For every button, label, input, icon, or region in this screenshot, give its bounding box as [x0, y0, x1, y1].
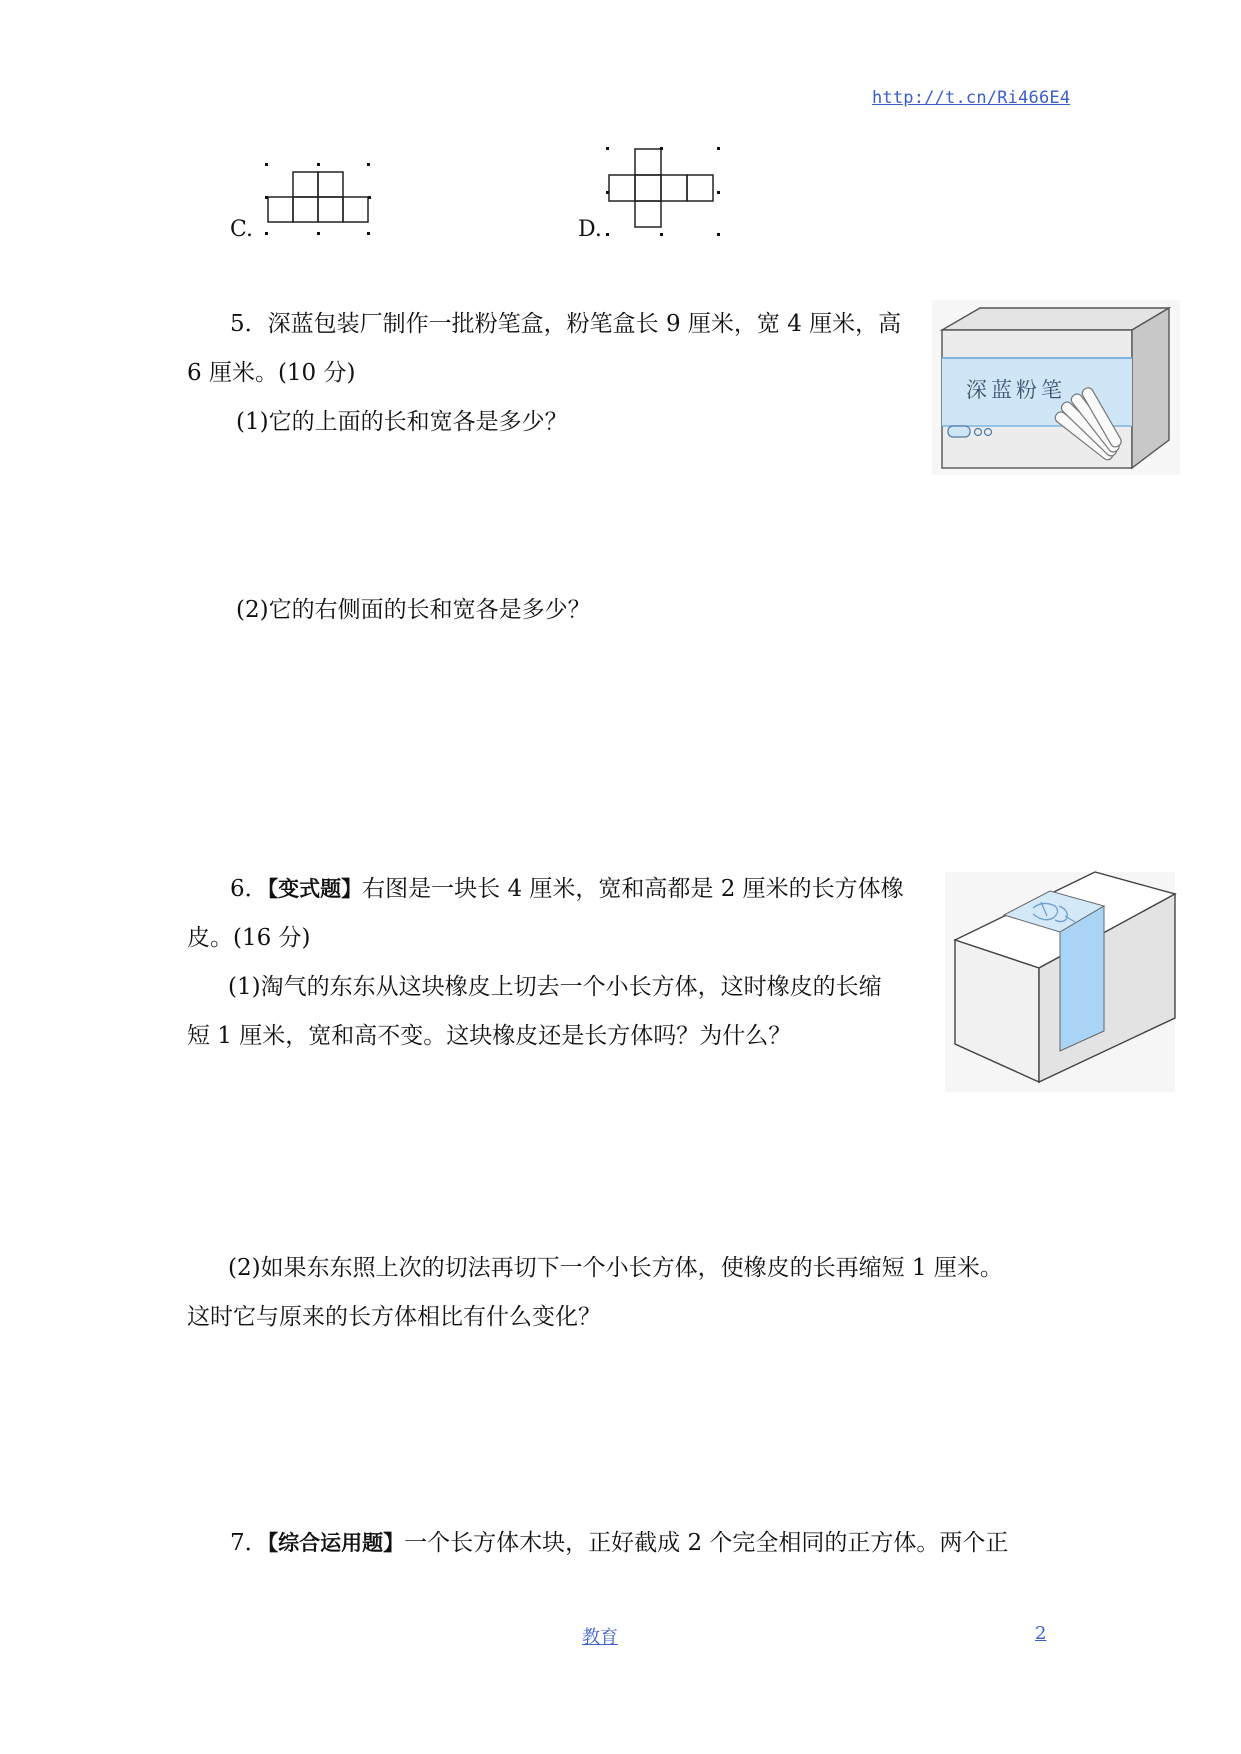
q7-number: 7． — [230, 1530, 268, 1556]
q6-sub1-line2: 短 1 厘米，宽和高不变。这块橡皮还是长方体吗？为什么？ — [187, 1023, 792, 1049]
q7-line1 — [230, 1519, 1008, 1568]
q6-sub2-line1: (2)如果东东照上次的切法再切下一个小长方体，使橡皮的长再缩短 1 厘米。 — [228, 1255, 1003, 1281]
q5-line1: 5．深蓝包装厂制作一批粉笔盒，粉笔盒长 9 厘米，宽 4 厘米，高 — [230, 311, 902, 337]
header-url-link[interactable]: http://t.cn/Ri466E4 — [872, 88, 1071, 108]
footer-edu-link[interactable]: 教育 — [582, 1627, 618, 1648]
q6-sub2-line2: 这时它与原来的长方体相比有什么变化？ — [187, 1304, 601, 1330]
option-c-label: C. — [230, 217, 254, 242]
chalk-box-brand-text: 深蓝粉笔 — [966, 378, 1066, 402]
q6-tag: 【变式题】 — [267, 877, 363, 901]
option-d-net-figure — [600, 143, 730, 243]
q6-line1 — [230, 865, 904, 914]
q5-sub2: (2)它的右侧面的长和宽各是多少？ — [236, 597, 591, 623]
q6-sub1-line1: (1)淘气的东东从这块橡皮上切去一个小长方体，这时橡皮的长缩 — [228, 974, 882, 1000]
q7-tag: 【综合运用题】 — [267, 1531, 405, 1555]
option-d-label: D. — [578, 217, 602, 242]
q6-line1-text: 右图是一块长 4 厘米，宽和高都是 2 厘米的长方体橡 — [362, 876, 904, 902]
chalk-box-illustration — [932, 300, 1180, 475]
page-number: 2 — [1035, 1623, 1047, 1644]
option-c-net-figure — [260, 158, 380, 240]
eraser-illustration — [945, 872, 1175, 1092]
q6-number: 6． — [230, 876, 268, 902]
q7-line1-text: 一个长方体木块，正好截成 2 个完全相同的正方体。两个正 — [404, 1530, 1009, 1556]
q5-sub1: (1)它的上面的长和宽各是多少？ — [236, 409, 568, 435]
q6-line2: 皮。(16 分) — [187, 925, 311, 951]
q5-line2: 6 厘米。(10 分) — [187, 360, 356, 386]
